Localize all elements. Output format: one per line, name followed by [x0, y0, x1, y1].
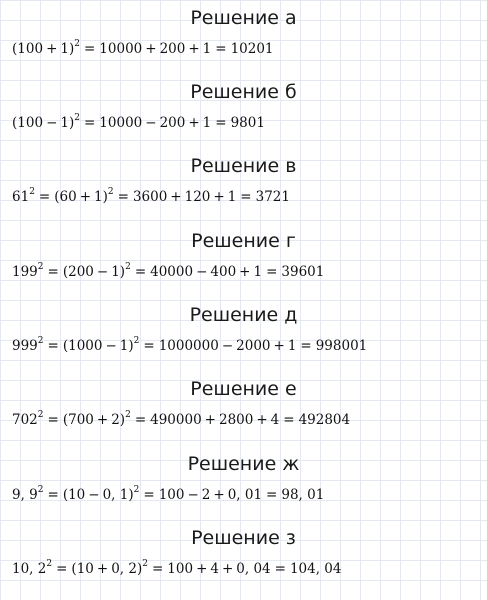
solution-title: Решение е — [190, 378, 297, 400]
solution-title: Решение ж — [187, 453, 300, 475]
solution-title: Решение г — [191, 230, 296, 252]
solution-formula: $61^2 = (60 + 1)^2 = 3600 + 120 + 1 = 3721$ — [12, 187, 290, 205]
solution-formula: $702^2 = (700 + 2)^2 = 490000 + 2800 + 4 = 492804$ — [12, 410, 351, 428]
solution-formula: $199^2 = (200 - 1)^2 = 40000 - 400 + 1 = 39601$ — [12, 262, 325, 280]
solution-formula: $(100 + 1)^2 = 10000 + 200 + 1 = 10201$ — [12, 39, 274, 57]
solution-title: Решение з — [191, 527, 296, 549]
solution-formula: $999^2 = (1000 - 1)^2 = 1000000 - 2000 + 1 = 998001$ — [12, 336, 368, 354]
solution-title: Решение а — [190, 7, 297, 29]
solution-formula: $(100 - 1)^2 = 10000 - 200 + 1 = 9801$ — [12, 113, 265, 131]
solution-title: Решение д — [189, 304, 298, 326]
solution-title: Решение в — [190, 155, 297, 177]
solution-formula: 9, $9^2 = (10 - 0$, 1)$^2$ = 100 − 2 + 0, 01 = 98, 01 — [12, 485, 325, 503]
solution-formula: 10, $2^2 = (10 + 0$, 2)$^2$ = 100 + 4 + 0, 04 = 104, 04 — [12, 559, 342, 577]
solution-title: Решение б — [190, 81, 297, 103]
